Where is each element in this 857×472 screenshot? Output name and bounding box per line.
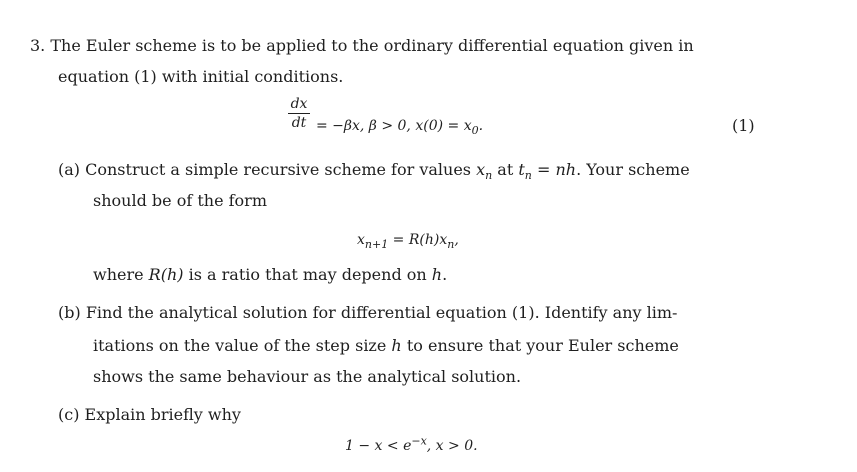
- part-a-line-1: [58, 160, 690, 183]
- part-a-line3-mid: is a ratio that may depend on: [183, 265, 432, 284]
- part-a-line3-end: .: [442, 265, 448, 284]
- part-a-text-post: . Your scheme: [576, 160, 690, 179]
- equation-1-rhs-sub: 0: [471, 123, 479, 137]
- part-a-eq-rhs-sub: n: [447, 237, 455, 251]
- part-b-text-1: Find the analytical solution for differential equation (1). Identify any lim-: [85, 303, 678, 322]
- part-b-label: (b): [58, 303, 81, 322]
- part-a-eq-lhs: x: [357, 232, 365, 248]
- part-a-line-3: [93, 265, 447, 285]
- question-intro-line-2: equation (1) with initial conditions.: [58, 67, 344, 86]
- equation-1-fraction: [288, 96, 310, 131]
- part-a-line3-h: h: [431, 265, 443, 284]
- part-c-eq-lhs: 1 − x < e: [345, 438, 412, 454]
- equation-1-tag: (1): [732, 116, 755, 135]
- question-number: 3.: [30, 36, 46, 55]
- part-c-line-1: [58, 405, 241, 425]
- part-a-eq-rhs: = R(h)x: [388, 232, 448, 248]
- part-b-line2-post: to ensure that your Euler scheme: [401, 336, 679, 355]
- part-c-eq-rhs: , x > 0.: [426, 438, 478, 454]
- part-b-line2-h: h: [391, 336, 402, 355]
- part-a-line3-pre: where: [93, 265, 149, 284]
- question-intro-line-1: [30, 36, 694, 56]
- part-b-line-1: [58, 303, 677, 323]
- fraction-numerator: dx: [290, 96, 308, 112]
- part-c-eq-sup: −x: [411, 434, 427, 448]
- part-b-line2-pre: itations on the value of the step size: [93, 336, 392, 355]
- equation-1-rhs: [316, 116, 483, 136]
- part-c-text-1: Explain briefly why: [84, 405, 241, 424]
- fraction-denominator: dt: [291, 115, 307, 131]
- part-a-label: (a): [58, 160, 81, 179]
- equation-1-rhs-text: = −βx, β > 0, x(0) = x: [316, 118, 472, 134]
- part-a-xn: x: [476, 160, 486, 179]
- part-a-eq-end: ,: [454, 232, 459, 248]
- equation-1-rhs-end: .: [478, 118, 484, 134]
- part-a-tn-eq: = nh: [531, 160, 577, 179]
- part-c-label: (c): [58, 405, 80, 424]
- part-a-xn-sub: n: [485, 169, 493, 183]
- part-a-equation: [357, 230, 459, 250]
- part-a-text-pre: Construct a simple recursive scheme for values: [85, 160, 477, 179]
- part-a-eq-lhs-sub: n+1: [364, 237, 389, 251]
- part-a-line-2: should be of the form: [93, 191, 267, 210]
- part-a-text-mid: at: [492, 160, 519, 179]
- part-b-line-3: shows the same behaviour as the analytical solution.: [93, 367, 522, 386]
- part-c-equation: [345, 436, 478, 456]
- part-a-line3-rh: R(h): [148, 265, 184, 284]
- part-a-tn-sub: n: [524, 169, 532, 183]
- question-intro-text-1: The Euler scheme is to be applied to the ordinary differential equation given in: [50, 36, 694, 55]
- part-a-tn: t: [518, 160, 525, 179]
- part-b-line-2: [93, 336, 679, 356]
